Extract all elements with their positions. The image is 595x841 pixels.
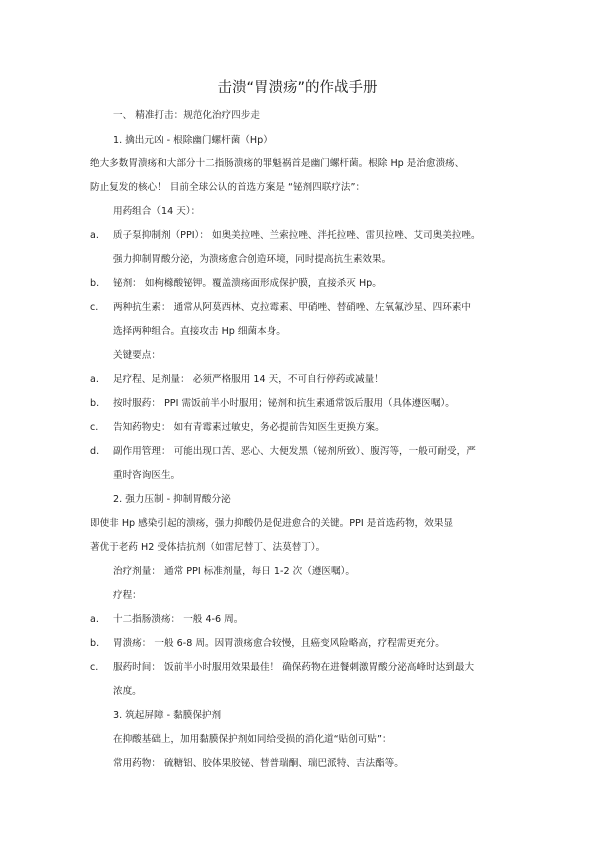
list-marker: a. [90,374,99,385]
list-item: 告知药物史： 如有青霉素过敏史，务必提前告知医生更换方案。 [113,422,385,433]
paragraph-line: 即使非 Hp 感染引起的溃疡，强力抑酸仍是促进愈合的关键。PPI 是首选药物，效果显 [90,518,454,529]
list-item: 按时服药： PPI 需饭前半小时服用；铋剂和抗生素通常饭后服用（具体遵医嘱）。 [113,398,455,409]
list-item-continuation: 选择两种组合。直接攻击 Hp 细菌本身。 [113,326,286,337]
list-item: 足疗程、足剂量： 必须严格服用 14 天，不可自行停药或减量！ [113,374,384,385]
list-marker: c. [90,422,99,433]
list-marker: a. [90,230,99,241]
list-item: 十二指肠溃疡： 一般 4-6 周。 [113,614,244,625]
list-item: 副作用管理： 可能出现口苦、恶心、大便发黑（铋剂所致）、腹泻等，一般可耐受，严 [113,446,476,457]
list-marker: c. [90,662,99,673]
list-item: 服药时间： 饭前半小时服用效果最佳！ 确保药物在进餐刺激胃酸分泌高峰时达到最大 [113,662,475,673]
page-title: 击溃“胃溃疡”的作战手册 [217,80,378,96]
list-marker: b. [90,278,100,289]
paragraph-line: 常用药物： 硫糖铝、胶体果胶铋、替普瑞酮、瑞巴派特、吉法酯等。 [113,758,404,769]
list-item: 质子泵抑制剂（PPI）： 如奥美拉唑、兰索拉唑、泮托拉唑、雷贝拉唑、艾司奥美拉唑。 [113,230,481,241]
course-label: 疗程： [113,590,142,601]
paragraph-line: 防止复发的核心！ 目前全球公认的首选方案是 “铋剂四联疗法”： [90,182,366,193]
step1-heading: 1. 擒出元凶 - 根除幽门螺杆菌（Hp） [113,135,273,146]
list-item-continuation: 强力抑制胃酸分泌，为溃疡愈合创造环境，同时提高抗生素效果。 [113,254,392,265]
list-marker: b. [90,398,100,409]
list-marker: c. [90,302,99,313]
step3-heading: 3. 筑起屏障 - 黏膜保护剂 [113,710,222,721]
paragraph-line: 在抑酸基础上，加用黏膜保护剂如同给受损的消化道“贴创可贴”： [113,734,392,745]
paragraph-line: 著优于老药 H2 受体拮抗剂（如雷尼替丁、法莫替丁）。 [90,542,326,553]
dose-line: 治疗剂量： 通常 PPI 标准剂量，每日 1-2 次（遵医嘱）。 [113,566,355,577]
list-marker: a. [90,614,99,625]
combo-label: 用药组合（14 天）： [113,206,201,217]
list-marker: d. [90,446,100,457]
list-item: 铋剂： 如枸橼酸铋钾。覆盖溃疡面形成保护膜，直接杀灭 Hp。 [113,278,382,289]
list-item: 两种抗生素： 通常从阿莫西林、克拉霉素、甲硝唑、替硝唑、左氧氟沙星、四环素中 [113,302,472,313]
list-item: 胃溃疡： 一般 6-8 周。因胃溃疡愈合较慢，且癌变风险略高，疗程需更充分。 [113,638,445,649]
step2-heading: 2. 强力压制 - 抑制胃酸分泌 [113,494,231,505]
list-item-continuation: 浓度。 [113,686,142,697]
section-heading: 一、 精准打击：规范化治疗四步走 [113,110,260,121]
paragraph-line: 绝大多数胃溃疡和大部分十二指肠溃疡的罪魁祸首是幽门螺杆菌。根除 Hp 是治愈溃疡、 [90,158,465,169]
key-points-label: 关键要点： [113,350,161,361]
list-item-continuation: 重时咨询医生。 [113,470,181,481]
list-marker: b. [90,638,100,649]
